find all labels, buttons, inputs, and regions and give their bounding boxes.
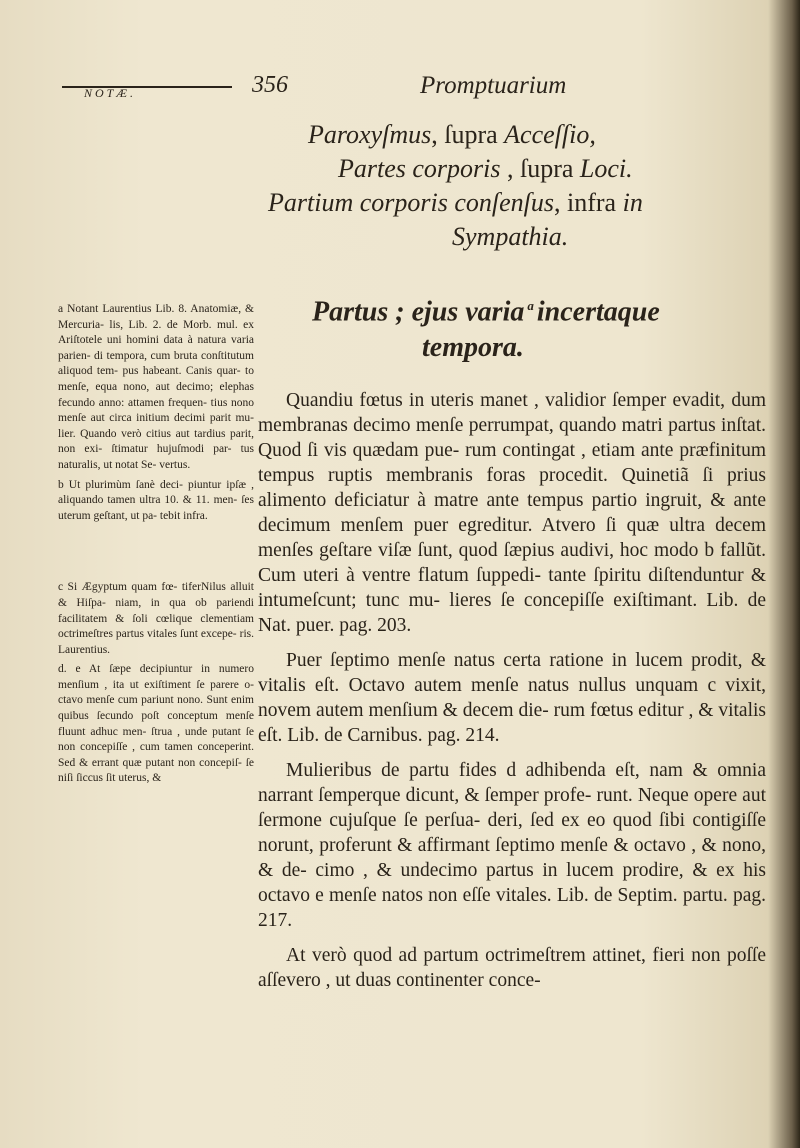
margin-note: a Notant Laurentius Lib. 8. Anatomiæ, & Mercuria- lis, Lib. 2. de Morb. mul. ex Ariſtotele uni homini data à natura varia parien- di tempora, cum bruta conſtitutum aliquod tem- pus habeant. Canis quar- to menſe, equa nono, aut decimo; elephas fecundo anno: attamen frequen- tius nono menſe aut circa initium decimi parit mu- lier. Quando verò citius aut tardius parit, non exi- ſtimatur hujuſmodi par- tus naturalis, ut notat Se- vertus. [58, 303, 254, 471]
note-mark: a [527, 298, 534, 313]
entry-target: Loci. [579, 154, 633, 183]
entry-ref: , ſupra [431, 120, 505, 149]
index-entry [338, 152, 768, 186]
index-entry [268, 186, 768, 220]
paragraph: Quandiu fœtus in uteris manet , validior ſemper evadit, dum membranas decimo menſe perrumpat, quando matri partus inſtat. Quod ſi vis quædam pue- rum contingat , etiam ante præfinitum tempus ruptis membranis foras procedit. Quinetiã ſi prius alimento deficiatur à matre ante tempus partio ingruit, & ante decimum menſem puer egreditur. Atvero ſi quæ ultra decem menſes geſtare viſæ ſunt, quod ſæpius audivi, hoc modo b fallũt. Cum uteri à ventre flatum ſuppedi- tante ſpiritu diſtenduntur & intumeſcunt; tunc mu- lieres ſe concepiſſe exiſtimant. Lib. de Nat. puer. pag. 203. [258, 390, 766, 636]
entry-term: Partium corporis conſenſus [268, 188, 554, 217]
entry-ref: , infra [554, 188, 623, 217]
entry-target: in [622, 188, 643, 217]
heading-line1-a: Partus ; ejus varia [312, 296, 525, 328]
page-number: 356 [252, 72, 288, 98]
margin-notes [58, 302, 254, 791]
margin-note: d. e At ſæpe decipiuntur in numero menſium , ita ut exiſtiment ſe parere o- ctavo menſe cum pariunt nono. Sunt enim quibus ſecundo poſt conceptum menſe fluunt adhuc men- ſtrua , unde putant ſe non concepiſſe , cum tamen conceperint. Sed & errant quæ putant non concepiſ- ſe niſi ſiccus ſit uterus, & [58, 663, 254, 785]
index-entries [268, 118, 768, 254]
index-entry [452, 220, 768, 254]
entry-term: Paroxyſmus [308, 120, 432, 149]
notae-label: NOTÆ. [84, 86, 137, 100]
entry-target: Acceſſio, [504, 120, 596, 149]
heading-line2: tempora. [422, 332, 524, 364]
margin-note: b Ut plurimùm ſanè deci- piuntur ipſæ , aliquando tamen ultra 10. & 11. men- ſes uterum geſtant, ut pa- tebit infra. [58, 478, 254, 522]
section-heading [312, 288, 752, 366]
paragraph: At verò quod ad partum octrimeſtrem attinet, fieri non poſſe aſſevero , ut duas continenter conce- [258, 945, 766, 991]
paragraph: Puer ſeptimo menſe natus certa ratione in lucem prodit, & vitalis eſt. Octavo autem menſe natus nullus unquam c vixit, novem autem menſium & decem die- rum fœtus editur , & vitalis eſt. Lib. de Carnibus. pag. 214. [258, 650, 766, 746]
paragraph: Mulieribus de partu fides d adhibenda eſt, nam & omnia narrant ſemperque dicunt, & ſemper profe- runt. Neque opere aut ſermone cujuſque ſe perſua- deri, ſed ex eo quod ſibi contigiſſe norunt, proferunt & affirmant ſeptimo menſe & octavo , & nono, & de- cimo , & undecimo partus in lucem prodire, & ex his octavo e menſe natos non eſſe vitales. Lib. de Septim. partu. pag. 217. [258, 760, 766, 931]
entry-term: Sympathia. [452, 222, 569, 251]
heading-line1-b: incertaque [536, 296, 660, 328]
index-entry [308, 118, 768, 152]
entry-term: Partes corporis [338, 154, 501, 183]
page-header [62, 72, 762, 108]
entry-ref: , ſupra [500, 154, 580, 183]
main-text [258, 388, 766, 1003]
running-title: Promptuarium [420, 72, 567, 99]
margin-note: c Si Ægyptum quam fœ- tiferNilus alluit & Hiſpa- niam, in qua ob pariendi facilitatem & ſoli cœlique clementiam octrimeſtres partus vitales ſunt excepe- ris. Laurentius. [58, 581, 254, 656]
